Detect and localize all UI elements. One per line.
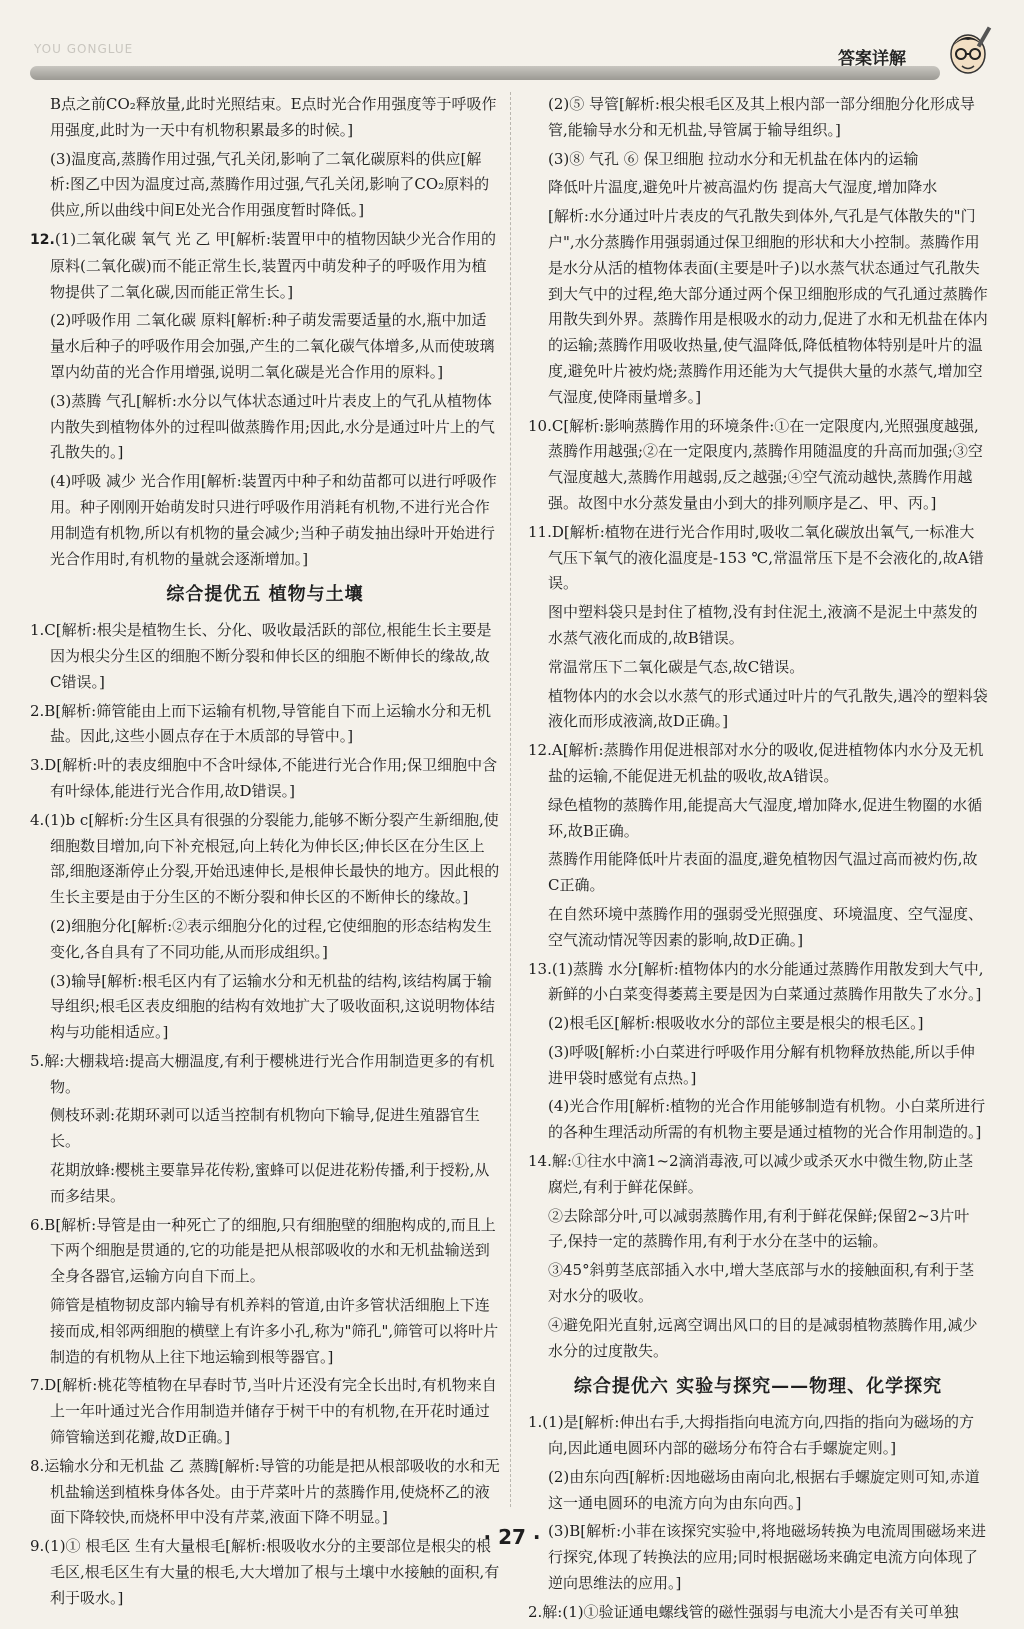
question-2: 2.解:(1)①验证通电螺线管的磁性强弱与电流大小是否有关可单独 xyxy=(528,1602,959,1621)
answer-paragraph: 降低叶片温度,避免叶片被高温灼伤 提高大气湿度,增加降水 xyxy=(548,178,938,197)
answer-text: (1)二氧化碳 氧气 光 乙 甲[解析:装置甲中的植物因缺少光合作用的原料(二氧化碳)而不能正常生长,装置丙中萌发种子的呼吸作用为植物提供了二氧化碳,因而能正常生长。] xyxy=(50,229,497,301)
answer-paragraph: 筛管是植物韧皮部内输导有机养料的管道,由许多管状活细胞上下连接而成,相邻两细胞的横壁上有许多小孔,称为"筛孔",筛管可以将叶片制造的有机物从上往下地运输到根等器官。] xyxy=(50,1296,499,1366)
answer-paragraph: [解析:水分通过叶片表皮的气孔散失到体外,气孔是气体散失的"门户",水分蒸腾作用强弱通过保卫细胞的形状和大小控制。蒸腾作用是水分从活的植物体表面(主要是叶子)以水蒸气状态通过气孔散失到大气中的过程,绝大部分通过两个保卫细胞形成的气孔通过蒸腾作用散失到外界。蒸腾作用是根吸水的动力,促进了水和无机盐在体内的运输;蒸腾作用吸收热量,使气温降低,降低植物体特别是叶片的温度,避免叶片被灼烧;蒸腾作用还能为大气提供大量的水蒸气,增加空气湿度,使降雨量增多。] xyxy=(548,207,988,406)
question-3: 3.D[解析:叶的表皮细胞中不含叶绿体,不能进行光合作用;保卫细胞中含有叶绿体,能进行光合作用,故D错误。] xyxy=(30,756,498,800)
answer-paragraph: (2)由东向西[解析:因地磁场由南向北,根据右手螺旋定则可知,赤道这一通电圆环的电流方向为由东向西。] xyxy=(548,1467,980,1512)
answer-paragraph: 在自然环境中蒸腾作用的强弱受光照强度、环境温度、空气湿度、空气流动情况等因素的影响,故D正确。] xyxy=(548,904,984,949)
header-bar xyxy=(30,66,940,80)
answer-paragraph: (4)光合作用[解析:植物的光合作用能够制造有机物。小白菜所进行的各种生理活动所需的有机物主要是通过植物的光合作用制造的。] xyxy=(548,1097,986,1142)
right-column xyxy=(528,92,988,1629)
question-5: 5.解:大棚栽培:提高大棚温度,有利于樱桃进行光合作用制造更多的有机物。 xyxy=(30,1051,495,1096)
answer-paragraph: ④避免阳光直射,远离空调出风口的目的是减弱植物蒸腾作用,减少水分的过度散失。 xyxy=(548,1315,978,1360)
answer-paragraph: (3)B[解析:小菲在该探究实验中,将地磁场转换为电流周围磁场来进行探究,体现了转换法的应用;同时根据磁场来确定电流方向体现了逆向思维法的应用。] xyxy=(548,1522,986,1593)
question-2: 2.B[解析:筛管能由上而下运输有机物,导管能自下而上运输水分和无机盐。因此,这些小圆点存在于木质部的导管中。] xyxy=(30,701,492,746)
answer-paragraph: (2)根毛区[解析:根吸收水分的部位主要是根尖的根毛区。] xyxy=(548,1014,924,1033)
question-14: 14.解:①往水中滴1~2滴消毒液,可以减少或杀灭水中微生物,防止茎腐烂,有利于鲜花保鲜。 xyxy=(528,1152,974,1196)
answer-paragraph: (3)呼吸[解析:小白菜进行呼吸作用分解有机物释放热能,所以手伸进甲袋时感觉有点热。] xyxy=(548,1042,975,1087)
answer-paragraph: 图中塑料袋只是封住了植物,没有封住泥土,液滴不是泥土中蒸发的水蒸气液化而成的,故B错误。 xyxy=(548,603,978,647)
answer-paragraph: 绿色植物的蒸腾作用,能提高大气湿度,增加降水,促进生物圈的水循环,故B正确。 xyxy=(548,795,983,840)
question-8: 8.运输水分和无机盐 乙 蒸腾[解析:导管的功能是把从根部吸收的水和无机盐输送到植株身体各处。由于芹菜叶片的蒸腾作用,使烧杯乙的液面下降较快,而烧杯甲中没有芹菜,液面下降不明显。] xyxy=(30,1456,500,1527)
question-7: 7.D[解析:桃花等植物在早春时节,当叶片还没有完全长出时,有机物来自上一年叶通过光合作用制造并储存于树干中的有机物,在开花时通过筛管输送到花瓣,故D正确。] xyxy=(30,1376,497,1447)
answer-paragraph: 侧枝环剥:花期环剥可以适当控制有机物向下输导,促进生殖器官生长。 xyxy=(50,1106,480,1151)
header-title: 答案详解 xyxy=(838,49,906,69)
question-13: 13.(1)蒸腾 水分[解析:植物体内的水分能通过蒸腾作用散发到大气中,新鲜的小白菜变得萎蔫主要是因为白菜通过蒸腾作用散失了水分。] xyxy=(528,959,984,1004)
answer-paragraph: 蒸腾作用能降低叶片表面的温度,避免植物因气温过高而被灼伤,故C正确。 xyxy=(548,850,978,895)
question-number: 12. xyxy=(30,231,55,248)
answer-paragraph: (3)⑧ 气孔 ⑥ 保卫细胞 拉动水分和无机盐在体内的运输 xyxy=(548,149,919,168)
question-1: 1.(1)是[解析:伸出右手,大拇指指向电流方向,四指的指向为磁场的方向,因此通电圆环内部的磁场分布符合右手螺旋定则。] xyxy=(528,1413,975,1458)
answer-paragraph: (3)蒸腾 气孔[解析:水分以气体状态通过叶片表皮上的气孔从植物体内散失到植物体外的过程叫做蒸腾作用;因此,水分是通过叶片上的气孔散失的。] xyxy=(50,391,495,462)
answer-paragraph: (3)温度高,蒸腾作用过强,气孔关闭,影响了二氧化碳原料的供应[解析:图乙中因为温度过高,蒸腾作用过强,气孔关闭,影响了CO₂原料的供应,所以曲线中间E处光合作用强度暂时降低。] xyxy=(50,149,490,220)
question-10: 10.C[解析:影响蒸腾作用的环境条件:①在一定限度内,光照强度越强,蒸腾作用越强;②在一定限度内,蒸腾作用随温度的升高而加强;③空气湿度越大,蒸腾作用越弱,反之越强;④空气流动越快,蒸腾作用越强。故图中水分蒸发量由小到大的排列顺序是乙、甲、丙。] xyxy=(528,416,983,512)
question-11: 11.D[解析:植物在进行光合作用时,吸收二氧化碳放出氧气,一标准大气压下氧气的液化温度是-153 ℃,常温常压下是不会液化的,故A错误。 xyxy=(528,522,984,593)
answer-paragraph: ③45°斜剪茎底部插入水中,增大茎底部与水的接触面积,有利于茎对水分的吸收。 xyxy=(548,1261,975,1306)
answer-paragraph: (3)输导[解析:根毛区内有了运输水分和无机盐的结构,该结构属于输导组织;根毛区表皮细胞的结构有效地扩大了吸收面积,这说明物体结构与功能相适应。] xyxy=(50,971,495,1042)
answer-paragraph: 植物体内的水会以水蒸气的形式通过叶片的气孔散失,遇冷的塑料袋液化而形成液滴,故D正确。] xyxy=(548,686,988,731)
answer-paragraph: (2)⑤ 导管[解析:根尖根毛区及其上根内部一部分细胞分化形成导管,能输导水分和无机盐,导管属于输导组织。] xyxy=(548,95,975,139)
answer-paragraph: ②去除部分叶,可以减弱蒸腾作用,有利于鲜花保鲜;保留2~3片叶子,保持一定的蒸腾作用,有利于水分在茎中的运输。 xyxy=(548,1206,970,1251)
question-4: 4.(1)b c[解析:分生区具有很强的分裂能力,能够不断分裂产生新细胞,使细胞数目增加,向下补充根冠,向上转化为伸长区;伸长区在分生区上部,细胞逐渐停止分裂,开始迅速伸长,是根伸长最快的地方。因此根的生长主要是由于分生区的不断分裂和伸长区的不断伸长的缘故。] xyxy=(30,810,500,907)
section-heading-6: 综合提优六 实验与探究——物理、化学探究 xyxy=(573,1376,943,1398)
answer-paragraph: B点之前CO₂释放量,此时光照结束。E点时光合作用强度等于呼吸作用强度,此时为一天中有机物积累最多的时候。] xyxy=(50,95,497,139)
question-12: 12.A[解析:蒸腾作用促进根部对水分的吸收,促进植物体内水分及无机盐的运输,不能促进无机盐的吸收,故A错误。 xyxy=(528,741,984,785)
mascot-icon xyxy=(940,24,996,84)
page-number: · 27 · xyxy=(483,1525,541,1549)
question-6: 6.B[解析:导管是由一种死亡了的细胞,只有细胞壁的细胞构成的,而且上下两个细胞是贯通的,它的功能是把从根部吸收的水和无机盐输送到全身各器官,运输方向自下而上。 xyxy=(30,1215,496,1286)
answer-paragraph: (2)呼吸作用 二氧化碳 原料[解析:种子萌发需要适量的水,瓶中加适量水后种子的呼吸作用会加强,产生的二氧化碳气体增多,从而使玻璃罩内幼苗的光合作用增强,说明二氧化碳是光合作用的原料。] xyxy=(50,311,495,381)
question-9: 9.(1)① 根毛区 生有大量根毛[解析:根吸收水分的主要部位是根尖的根毛区,根毛区生有大量的根毛,大大增加了根与土壤中水接触的面积,有利于吸水。] xyxy=(30,1537,500,1607)
left-column xyxy=(30,92,500,1615)
column-divider xyxy=(510,92,511,1507)
page-header xyxy=(0,0,1024,88)
section-heading-5: 综合提优五 植物与土壤 xyxy=(166,584,364,606)
question-1: 1.C[解析:根尖是植物生长、分化、吸收最活跃的部位,根能生长主要是因为根尖分生区的细胞不断分裂和伸长区的细胞不断伸长的缘故,故C错误。] xyxy=(30,621,492,691)
answer-paragraph: (2)细胞分化[解析:②表示细胞分化的过程,它使细胞的形态结构发生变化,各自具有了不同功能,从而形成组织。] xyxy=(50,916,492,961)
question-12 xyxy=(30,227,500,305)
brand-watermark: YOU GONGLUE xyxy=(34,42,134,56)
answer-paragraph: 花期放蜂:樱桃主要靠异花传粉,蜜蜂可以促进花粉传播,利于授粉,从而多结果。 xyxy=(50,1161,490,1205)
answer-paragraph: 常温常压下二氧化碳是气态,故C错误。 xyxy=(548,657,805,676)
answer-paragraph: (4)呼吸 减少 光合作用[解析:装置丙中种子和幼苗都可以进行呼吸作用。种子刚刚开始萌发时只进行呼吸作用消耗有机物,不进行光合作用制造有机物,所以有机物的量会减少;当种子萌发抽出绿叶开始进行光合作用时,有机物的量就会逐渐增加。] xyxy=(50,472,497,568)
